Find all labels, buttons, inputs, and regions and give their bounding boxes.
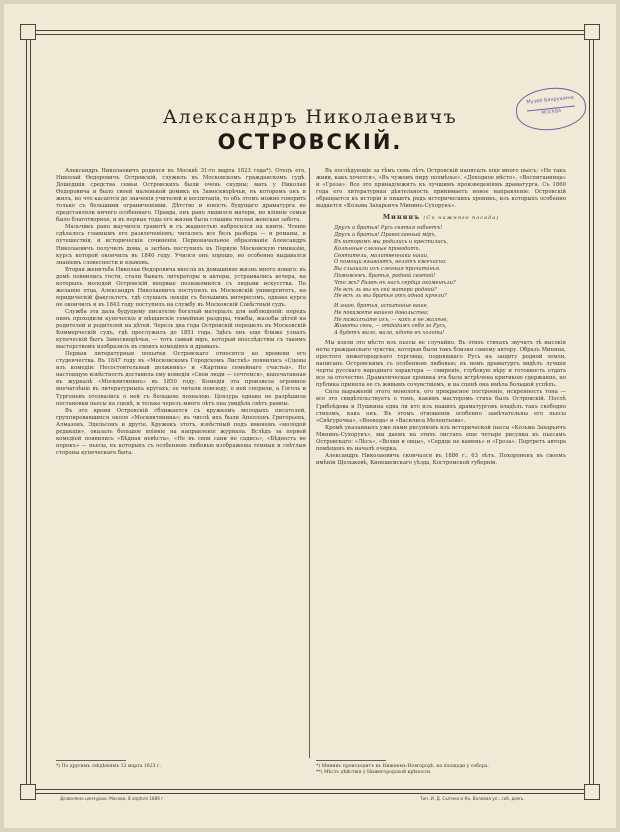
verse-line: Не пожалѣйте ихъ, — какъ я не жалѣю, [334, 316, 449, 323]
right-paragraph: Александръ Николаевичъ скончался въ 1886 г., 63 лѣтъ. Похороненъ въ своемъ имѣніи Щелыковѣ, Кинешемскаго уѣзда, Костромской губерніи. [316, 452, 566, 466]
verse-line: Не всѣ ль мы братья отъ одной купели? [334, 293, 447, 300]
corner-ornament-bottom-right [584, 784, 600, 800]
verse-line: О помощи взываютъ, велятъ ежечасно: [334, 259, 447, 266]
verse-line: И знаю, братья, испытанье ваше, [334, 303, 429, 310]
column-divider [309, 168, 310, 758]
verse-stanza-1 [334, 225, 566, 300]
verse-line: Въ которомъ мы родились и крестились, [334, 238, 448, 245]
left-paragraph: Служба эта дала будущему писателю богатый матеріалъ для наблюденій: передъ нимъ проходили купеческіе и мѣщанскіе семейные раздоры, тяжбы, жалобы дѣтей на родителей и родителей на дѣтей. Черезъ два года Островскій перешелъ въ Московскій Коммерческій судъ, гдѣ прослужилъ до 1851 года. Здѣсь онъ еще ближе узналъ купеческій бытъ Замоскворѣчья, — тотъ самый міръ, который впослѣдствіи съ такимъ мастерствомъ изобразилъ въ своихъ комедіяхъ и драмахъ. [56, 308, 306, 351]
right-paragraph: Сила выраженій этого монолога, его прекрасное построеніе, искренность тона — все это свидѣтельствуетъ о томъ, какимъ мастеромъ стиха былъ Островскій. Послѣ Грибоѣдова и Пушкина едва ли кто изъ нашихъ драматурговъ владѣлъ такъ свободно стихомъ, какъ онъ. Въ этомъ отношеніи особенно замѣчательны его пьесы «Снѣгурочка», «Воевода» и «Василиса Мелентьева». [316, 389, 566, 424]
verse-line: Другъ и братья! Русь святая гибнетъ! [334, 225, 443, 232]
verse-line: Не покажете вашего довольства; [334, 309, 429, 316]
left-paragraph: Вторая женитьба Николая Ѳедоровича внесла въ домашнюю жизнь много новаго: въ домѣ появились гости, стали бывать литераторы и актеры, устраивались вечера, на которыхъ молодой Островскій впервые познакомился съ людьми искусства. По желанію отца, Александръ Николаевичъ поступилъ въ Московскій университетъ, на юридическій факультетъ, гдѣ слушалъ лекціи съ большимъ интересомъ, однако курса не окончилъ и въ 1843 году поступилъ на службу въ Московскій Совѣстный судъ. [56, 266, 306, 308]
verse-line: Не всѣ ль мы въ сей матери родной? [334, 286, 437, 293]
right-column [316, 168, 566, 467]
corner-ornament-top-right [584, 24, 600, 40]
verse-line: Животы свои, — отдадимъ себя за Русь, [334, 323, 447, 330]
author-surname: ОСТРОВСКІЙ. [217, 130, 403, 154]
verse-line: Святители, молитвенники наши, [334, 252, 429, 259]
verse-line: Что жъ? Развѣ въ насъ сердца окаменѣли? [334, 279, 456, 286]
stamp-line-1: Музей Бахрушина [526, 94, 575, 106]
footnote-right-2: **) Мѣсто дѣйствія у Нижегородской крѣпости. [316, 770, 432, 775]
stamp-line-2: МОСКВА [527, 105, 575, 117]
censor-line: Дозволено цензурою. Москва, 8 апрѣля 1886 г. [60, 796, 165, 801]
left-column [56, 168, 306, 457]
verse-line: Колѣнные слезные проводитъ. [334, 245, 421, 252]
left-paragraph: Первыя литературныя попытки Островскаго относятся ко времени его студенчества. Въ 1847 году въ «Московскомъ Городскомъ Листкѣ» появились «Сцены изъ комедіи: Несостоятельный должникъ» и «Картина семейнаго счастья». Но настоящую извѣстность доставила ему комедія «Свои люди — сочтемся», напечатанная въ журналѣ «Москвитянинъ» въ 1850 году. Комедія эта произвела огромное впечатлѣніе въ литературныхъ кругахъ; ее читали повсюду, о ней спорили, а Гоголь и Тургеневъ отозвались о ней съ большою похвалою. Цензура однако не разрѣшила постановки пьесы на сценѣ, и только черезъ много лѣтъ она увидѣла свѣтъ рампы. [56, 351, 306, 407]
minin-heading-note: (Съ нижняго посада) [423, 215, 500, 222]
right-paragraph: Мы взяли это мѣсто изъ пьесы не случайно. Въ этихъ стихахъ звучатъ тѣ высокія ноты гражданскаго чувства, которыя были такъ близки самому автору. Образъ Минина, простого нижегородскаго торговца, поднявшаго Русь на защиту родной земли, написанъ Островскимъ съ особенною любовью; въ немъ драматургъ видѣлъ лучшія черты русскаго народнаго характера — смиреніе, глубокую вѣру и готовность отдать все за отечество. Драматическая хроника эта была встрѣчена критикою сдержанно, но публика приняла ее съ живымъ сочувствіемъ, и на сценѣ она имѣла большой успѣхъ. [316, 340, 566, 389]
minin-heading [316, 214, 566, 222]
left-paragraph: Въ это время Островскій сближается съ кружкомъ молодыхъ писателей, группировавшихся около «Москвитянина»; въ числѣ ихъ были Аполлонъ Григорьевъ, Алмазовъ, Эдельсонъ и другіе. Кружокъ этотъ, извѣстный подъ именемъ «молодой редакціи», оказалъ большое вліяніе на направленіе журнала. Вслѣдъ за первой комедіей появились «Бѣдная невѣста», «Не въ свои сани не садись», «Бѣдность не порокъ» — пьесы, въ которыхъ съ особенною любовью изображены темныя и свѣтлыя стороны купеческаго быта. [56, 407, 306, 456]
verse-line: Поможемъ, братья, родной святой! [334, 272, 436, 279]
footnote-right-1: *) Мининъ происходитъ въ Нижнемъ-Новгородѣ, на площади у собора. [316, 764, 489, 769]
author-name: Александръ Николаевичъ [162, 106, 458, 128]
left-paragraph: Мальчикъ рано выучился грамотѣ и съ жадностью набросился на книги. Чтеніе сдѣлалось главнымъ его развлеченіемъ; читалось все безъ разбора — и романы, и путешествія, и историческія сочиненія. Первоначальное образованіе Александръ Николаевичъ получилъ дома, а затѣмъ поступилъ въ Первую Московскую гимназію, курсъ которой окончилъ въ 1840 году. Учился онъ хорошо, но особенно выдавался знаніемъ словесности и языковъ. [56, 224, 306, 266]
minin-heading-title: Мининъ [382, 213, 421, 222]
verse-line: А будетъ мало, мало, идите въ холопы! [334, 330, 445, 337]
corner-ornament-top-left [20, 24, 36, 40]
verse-line: Другъ и братья! Православный міръ, [334, 232, 437, 239]
left-paragraph: Александръ Николаевичъ родился въ Москвѣ 31-го марта 1823 года*). Отецъ его, Николай Ѳедоровичъ Островскій, служилъ въ Московскомъ гражданскомъ судѣ. Дошедшія средства семьи Островскихъ были очень скудны; мать у Николая Ѳедоровича и было своей маленькой домикъ въ Замоскворѣчьи, въ которомъ онъ и жилъ, но что касается до значенія учителей и воспитанія, то объ этомъ можно говорить только съ большими ограниченіями. Дѣтство и юность будущаго драматурга не представляли ничего особеннаго. Правда, онъ рано лишился матери, но вліяніе семьи было благотворное, и въ первые годы его жизни была слышна теплая женская забота. [56, 168, 306, 224]
printer-line: Тип. И. Д. Сытина и Ко, Валовая ул., соб. домъ. [420, 796, 525, 801]
verse-stanza-2 [334, 303, 566, 337]
footnote-rule-left [56, 760, 126, 761]
corner-ornament-bottom-left [20, 784, 36, 800]
verse-line: Вы слышали ихъ слезныя причитанья. [334, 266, 441, 273]
right-paragraph: Въ послѣдующіе за тѣмъ семь лѣтъ Островскій написалъ еще много пьесъ: «Не такъ живи, какъ хочется», «Въ чужомъ пиру похмѣлье», «Доходное мѣсто», «Воспитанница» и «Гроза». Все это принадлежитъ къ лучшимъ произведеніямъ драматурга. Съ 1860 года его литературная дѣятельность принимаетъ новое направленіе: Островскій обращается къ исторіи и пишетъ рядъ историческихъ хроникъ, изъ которыхъ особенно выдается «Козьма Захарьичъ Мининъ-Сухорукъ». [316, 168, 566, 210]
footnote-rule-right [316, 760, 386, 761]
right-paragraph: Кромѣ указанныхъ уже нами рисунковъ изъ исторической пьесы «Козьма Захарьичъ Мининъ-Сухорукъ», мы даемъ на этихъ листахъ еще четыре рисунка къ пьесамъ Островскаго: «Лѣсъ», «Волки и овцы», «Сердце не камень» и «Гроза». Портретъ автора помѣщенъ въ началѣ очерка. [316, 424, 566, 452]
footnote-left: *) По другимъ свѣдѣніямъ 12 марта 1823 г. [56, 764, 161, 769]
